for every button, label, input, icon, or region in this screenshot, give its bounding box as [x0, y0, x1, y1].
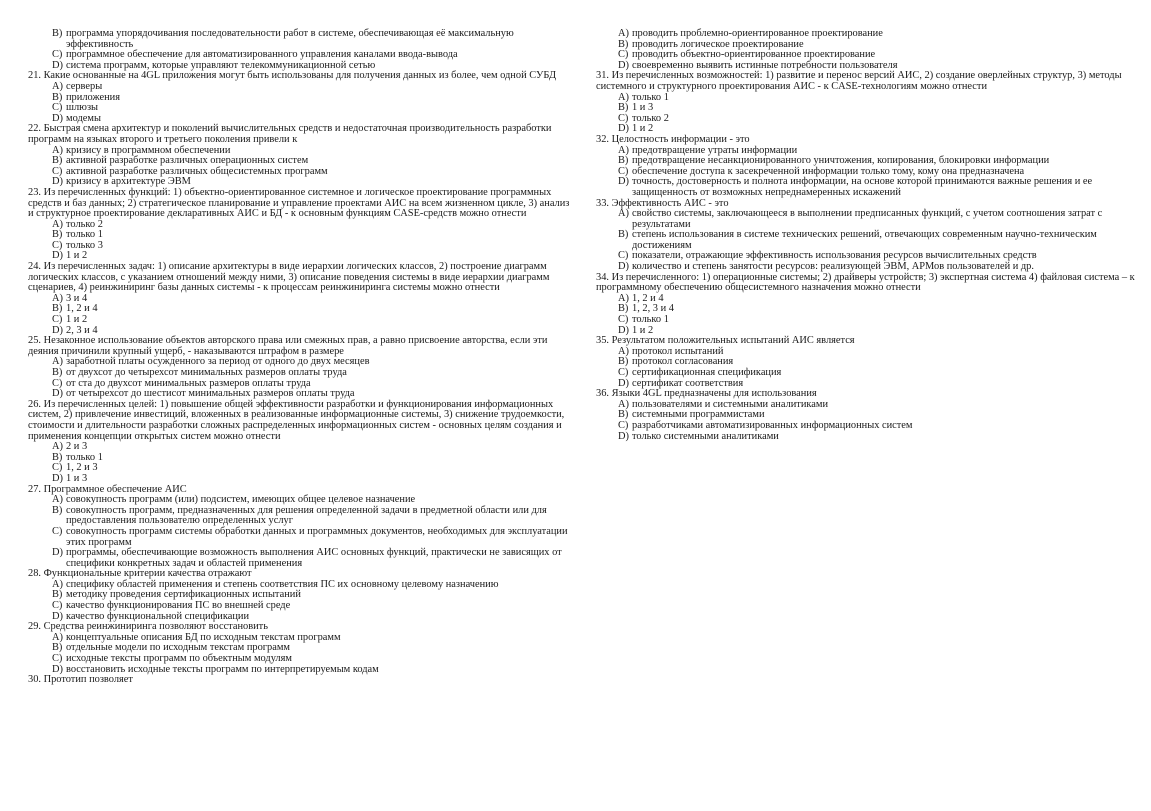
option-text: концептуальные описания БД по исходным текстам программ — [66, 631, 341, 643]
option-letter: B) — [618, 409, 629, 421]
option-text: 1 и 2 — [632, 123, 654, 135]
answer-option — [596, 304, 1136, 315]
question-text: 28. Функциональные критерии качества отражают — [28, 568, 252, 580]
option-text: количество и степень занятости ресурсов: реализующей ЭВМ, АРМов пользователей и др. — [632, 261, 1034, 273]
question — [28, 336, 573, 400]
answer-option — [596, 103, 1136, 114]
option-letter: C) — [52, 239, 63, 251]
question-text: 30. Прототип позволяет — [28, 674, 133, 686]
option-letter: A) — [618, 292, 629, 304]
answer-option — [596, 177, 1136, 198]
option-text: только 1 — [66, 229, 103, 241]
question — [28, 71, 573, 124]
answer-option — [596, 209, 1136, 230]
option-text: 1, 2 и 4 — [66, 303, 98, 315]
option-letter: B) — [618, 303, 629, 315]
question — [28, 485, 573, 570]
question-text: 27. Программное обеспечение АИС — [28, 483, 187, 495]
answer-option — [28, 315, 573, 326]
option-text: программа упорядочивания последовательности работ в системе, обеспечивающая её максимальную эффективность — [66, 28, 514, 50]
option-letter: A) — [52, 144, 63, 156]
option-letter: A) — [52, 356, 63, 368]
question — [28, 622, 573, 675]
option-text: 1, 2 и 4 — [632, 292, 664, 304]
option-text: заработной платы осужденного за период от одного до двух месяцев — [66, 356, 370, 368]
option-letter: C) — [618, 112, 629, 124]
option-letter: A) — [52, 494, 63, 506]
option-text: приложения — [66, 91, 120, 103]
option-letter: A) — [52, 631, 63, 643]
option-text: только 1 — [66, 451, 103, 463]
answer-option — [28, 82, 573, 93]
option-letter: A) — [618, 345, 629, 357]
answer-option — [28, 474, 573, 485]
question — [596, 273, 1136, 337]
option-text: сертификат соответствия — [632, 377, 744, 389]
question-text: 26. Из перечисленных целей: 1) повышение общей эффективности разработки и функционирования информационных систем, 2) привлечение инвестиций, вложенных в реализованные информационные системы, 3) снижение трудоемкости, стоимости и длительности разработки сложных распределенных информационных систем - основных целям создания и применения концепции открытых систем можно отнести — [28, 398, 565, 442]
question-text: 34. Из перечисленного: 1) операционные системы; 2) драйверы устройств; 3) экспертная система 4) файловая система – к программному обеспечению общесистемного назначения можно отнести — [596, 271, 1135, 294]
option-text: только 2 — [66, 218, 103, 230]
question — [28, 262, 573, 336]
option-letter: C) — [52, 314, 63, 326]
option-letter: B) — [52, 589, 63, 601]
option-text: отдельные модели по исходным текстам программ — [66, 642, 291, 654]
option-text: 2 и 3 — [66, 441, 88, 453]
option-letter: D) — [52, 176, 63, 188]
option-letter: B) — [52, 504, 63, 516]
option-text: показатели, отражающие эффективность использования ресурсов вычислительных средств — [632, 250, 1037, 262]
option-letter: D) — [618, 261, 629, 273]
option-text: совокупность программ, предназначенных для решения определенной задачи в предметной области или для предоставления пользователю определенных услуг — [66, 504, 547, 527]
option-text: 1, 2, 3 и 4 — [632, 303, 674, 315]
option-letter: B) — [618, 102, 629, 114]
option-text: совокупность программ (или) подсистем, имеющих общее целевое назначение — [66, 494, 416, 506]
option-letter: C) — [618, 165, 629, 177]
option-letter: C) — [52, 653, 63, 665]
option-letter: B) — [618, 38, 629, 50]
option-text: от четырехсот до шестисот минимальных размеров оплаты труда — [66, 388, 355, 400]
answer-option — [596, 114, 1136, 125]
answer-option — [596, 230, 1136, 251]
option-text: методику проведения сертификационных испытаний — [66, 589, 301, 601]
option-letter: D) — [52, 472, 63, 484]
option-text: своевременно выявить истинные потребности пользователя — [632, 59, 898, 71]
option-letter: B) — [52, 229, 63, 241]
option-letter: D) — [52, 324, 63, 336]
question-continuation — [28, 29, 573, 71]
option-letter: C) — [618, 49, 629, 61]
option-text: разработчиками автоматизированных информационных систем — [632, 419, 913, 431]
option-letter: A) — [52, 441, 63, 453]
answer-option — [28, 93, 573, 104]
option-letter: C) — [52, 600, 63, 612]
option-text: 1 и 3 — [66, 472, 88, 484]
option-text: совокупность программ системы обработки данных и программных документов, необходимых для эксплуатации этих программ — [66, 525, 568, 548]
option-text: только 2 — [632, 112, 669, 124]
option-text: 1 и 2 — [66, 314, 88, 326]
question-text: 23. Из перечисленных функций: 1) объектно-ориентированное системное и логическое проектирование программных средств и баз данных; 2) стратегическое планирование и управление проектами АИС на всем жизненном цикле, 3) анализ и структурное проектирование декларативных АИС и БД - к основным функциям CASE-средств можно отнести — [28, 186, 570, 220]
option-text: качество функционирования ПС во внешней среде — [66, 600, 291, 612]
option-text: кризису в архитектуре ЭВМ — [66, 176, 191, 188]
option-text: 3 и 4 — [66, 292, 88, 304]
option-text: пользователями и системными аналитиками — [632, 398, 829, 410]
answer-option — [28, 453, 573, 464]
option-letter: C) — [618, 314, 629, 326]
option-letter: C) — [52, 102, 63, 114]
option-text: 1, 2 и 3 — [66, 462, 98, 474]
answer-option — [596, 93, 1136, 104]
option-text: только системными аналитиками — [632, 430, 779, 442]
question — [28, 569, 573, 622]
option-text: восстановить исходные тексты программ по интерпретируемым кодам — [66, 663, 379, 675]
option-text: предотвращение несанкционированного уничтожения, копирования, блокировки информации — [632, 155, 1050, 167]
question — [28, 124, 573, 188]
option-letter: D) — [52, 112, 63, 124]
answer-option — [28, 304, 573, 315]
option-text: проводить проблемно-ориентированное проектирование — [632, 28, 883, 39]
option-text: проводить объектно-ориентированное проектирование — [632, 49, 876, 61]
question — [596, 71, 1136, 135]
answer-option — [28, 527, 573, 548]
option-text: серверы — [66, 80, 103, 92]
option-text: система программ, которые управляют телекоммуникационной сетью — [66, 59, 376, 71]
answer-option — [28, 241, 573, 252]
answer-option — [28, 368, 573, 379]
option-letter: D) — [618, 176, 629, 188]
option-letter: C) — [618, 367, 629, 378]
option-letter: A) — [52, 218, 63, 230]
option-text: степень использования в системе технических решений, отвечающих современным научно-техническим достижениям — [632, 229, 1097, 251]
option-text: активной разработке различных общесистемных программ — [66, 165, 328, 177]
option-letter: A) — [52, 80, 63, 92]
option-text: только 1 — [632, 314, 669, 326]
option-letter: D) — [52, 663, 63, 675]
option-text: только 1 — [632, 91, 669, 103]
option-letter: D) — [52, 610, 63, 622]
option-letter: C) — [52, 462, 63, 474]
option-letter: D) — [52, 388, 63, 400]
option-text: проводить логическое проектирование — [632, 38, 804, 50]
option-letter: A) — [52, 292, 63, 304]
option-letter: B) — [52, 28, 63, 39]
option-letter: D) — [52, 547, 63, 559]
option-letter: A) — [618, 144, 629, 156]
option-text: протокол согласования — [632, 356, 734, 368]
question-text: 33. Эффективность АИС - это — [596, 197, 729, 209]
option-letter: D) — [618, 59, 629, 71]
option-text: свойство системы, заключающееся в выполнении предписанных функций, с учетом соотношения затрат с результатами — [632, 208, 1103, 230]
question-text: 35. Результатом положительных испытаний АИС является — [596, 335, 855, 347]
option-text: программы, обеспечивающие возможность выполнения АИС основных функций, практически не зависящих от специфики конкретных задач и областей применения — [66, 547, 562, 569]
option-text: 1 и 2 — [66, 250, 88, 262]
answer-option — [596, 315, 1136, 326]
question-continuation — [596, 29, 1136, 71]
option-text: системными программистами — [632, 409, 765, 421]
question — [28, 188, 573, 262]
option-text: качество функциональной спецификации — [66, 610, 250, 622]
question-text: 36. Языки 4GL предназначены для использования — [596, 388, 817, 400]
answer-option — [596, 432, 1136, 443]
option-letter: B) — [618, 155, 629, 167]
option-text: кризису в программном обеспечении — [66, 144, 231, 156]
answer-option — [28, 463, 573, 474]
option-letter: D) — [618, 377, 629, 389]
option-letter: C) — [618, 419, 629, 431]
option-letter: B) — [52, 91, 63, 103]
question-text: 32. Целостность информации - это — [596, 133, 750, 145]
option-text: обеспечение доступа к засекреченной информации только тому, кому она предназначена — [632, 165, 1025, 177]
option-text: программное обеспечение для автоматизированного управления каналами ввода-вывода — [66, 49, 458, 61]
option-letter: B) — [618, 229, 629, 241]
question-text: 24. Из перечисленных задач: 1) описание архитектуры в виде иерархии логических классов, 2) построение диаграмм логических классов, с указанием отношений между ними, 3) описание поведения системы в виде иерархии диаграмм сценариев, 4) реинжиниринг базы данных системы - к процессам реинжиниринга системы можно отнести — [28, 261, 550, 294]
option-text: специфику областей применения и степень соответствия ПС их основному целевому назначению — [66, 578, 499, 590]
answer-option — [596, 368, 1136, 379]
left-column — [28, 29, 573, 686]
question — [28, 675, 573, 686]
option-letter: A) — [618, 28, 629, 39]
option-letter: C) — [618, 250, 629, 262]
option-letter: D) — [618, 430, 629, 442]
option-letter: C) — [52, 165, 63, 177]
answer-option — [28, 442, 573, 453]
option-text: 1 и 3 — [632, 102, 654, 114]
question-text: 31. Из перечисленных возможностей: 1) развитие и перенос версий АИС, 2) создание оверлейных структур, 3) методы системного и структурного проектирования АИС - к CASE-технологиям можно отнести — [596, 70, 1122, 92]
answer-option — [596, 421, 1136, 432]
option-letter: A) — [618, 208, 629, 220]
option-text: точность, достоверность и полнота информации, на основе которой принимаются важные решения и ее защищенность от возможных непреднамеренных искажений — [632, 176, 1093, 198]
option-text: шлюзы — [66, 102, 99, 114]
option-letter: D) — [618, 324, 629, 336]
option-letter: A) — [52, 578, 63, 590]
option-letter: A) — [618, 91, 629, 103]
answer-option — [596, 29, 1136, 40]
answer-option — [28, 220, 573, 231]
question-text: 29. Средства реинжиниринга позволяют восстановить — [28, 621, 268, 633]
answer-option — [28, 29, 573, 50]
option-letter: D) — [52, 250, 63, 262]
option-text: исходные тексты программ по объектным модулям — [66, 653, 292, 665]
question-text: 22. Быстрая смена архитектур и поколений вычислительных средств и недостаточная производительность разработки программ на языках второго и третьего поколения привели к — [28, 123, 552, 145]
option-letter: A) — [618, 398, 629, 410]
option-text: 2, 3 и 4 — [66, 324, 98, 336]
question — [596, 336, 1136, 389]
answer-option — [28, 506, 573, 527]
option-text: протокол испытаний — [632, 345, 724, 357]
option-text: от ста до двухсот минимальных размеров оплаты труда — [66, 377, 311, 389]
option-letter: B) — [52, 303, 63, 315]
option-letter: C) — [52, 377, 63, 389]
answer-option — [28, 548, 573, 569]
answer-option — [28, 294, 573, 305]
question — [28, 400, 573, 485]
answer-option — [28, 230, 573, 241]
option-letter: B) — [52, 155, 63, 167]
question — [596, 135, 1136, 199]
option-text: активной разработке различных операционных систем — [66, 155, 309, 167]
answer-option — [28, 103, 573, 114]
option-text: от двухсот до четырехсот минимальных размеров оплаты труда — [66, 367, 347, 378]
question — [596, 389, 1136, 442]
option-text: 1 и 2 — [632, 324, 654, 336]
option-text: только 3 — [66, 239, 103, 251]
option-letter: B) — [52, 451, 63, 463]
option-letter: C) — [52, 525, 63, 537]
answer-option — [596, 294, 1136, 305]
question — [596, 199, 1136, 273]
right-column — [596, 29, 1136, 442]
option-text: модемы — [66, 112, 101, 124]
option-text: предотвращение утраты информации — [632, 144, 798, 156]
option-letter: B) — [52, 367, 63, 378]
option-letter: C) — [52, 49, 63, 61]
option-letter: B) — [52, 642, 63, 654]
question-text: 21. Какие основанные на 4GL приложения могут быть использованы для получения данных из более, чем одной СУБД — [28, 70, 557, 82]
option-letter: D) — [52, 59, 63, 71]
option-text: сертификационная спецификация — [632, 367, 782, 378]
question-text: 25. Незаконное использование объектов авторского права или смежных прав, а равно присвоение авторства, если эти деяния причинили крупный ущерб, - наказываются штрафом в размере — [28, 335, 548, 357]
option-letter: D) — [618, 123, 629, 135]
option-letter: B) — [618, 356, 629, 368]
